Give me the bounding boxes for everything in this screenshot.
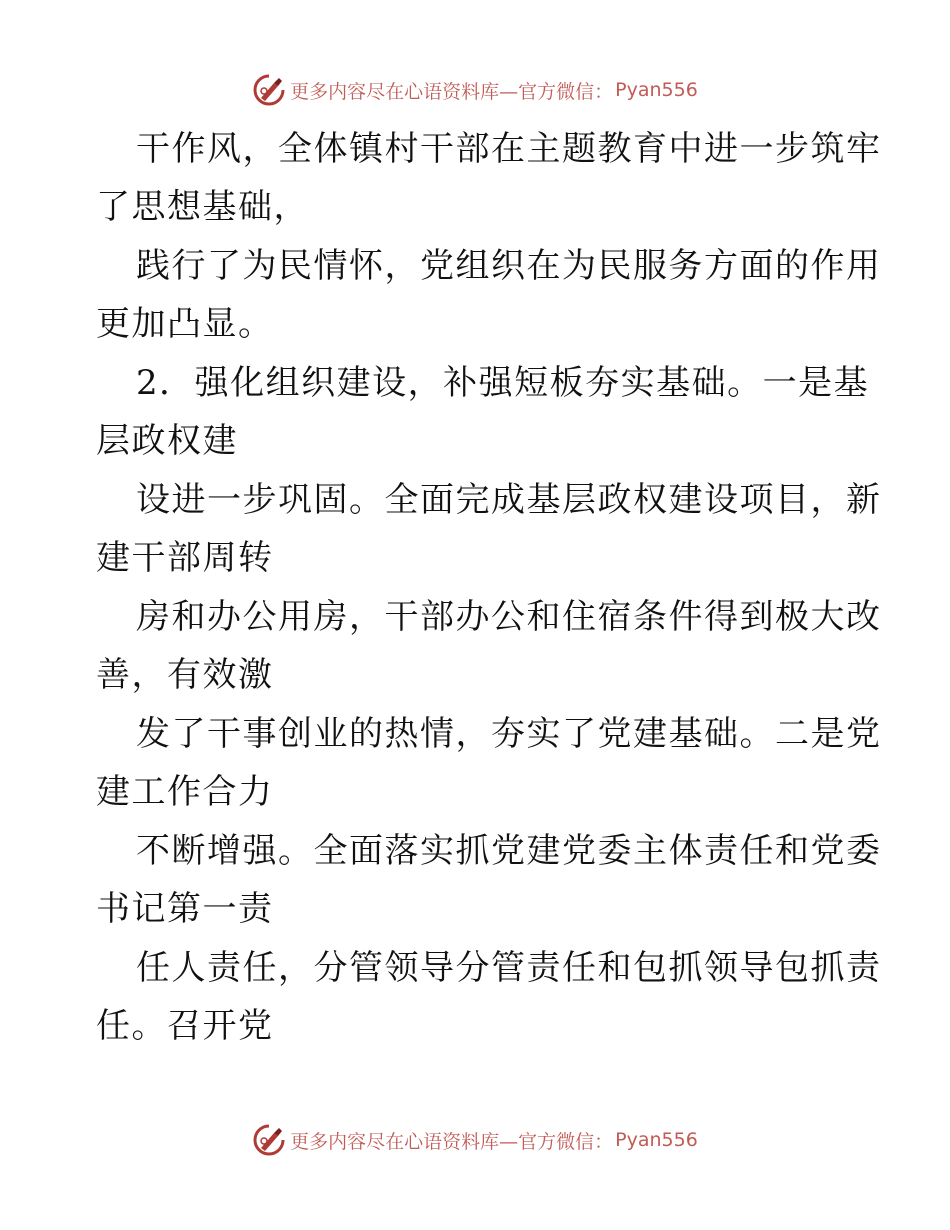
pen-circle-logo-icon bbox=[252, 73, 286, 107]
body-line: 设进一步巩固。全面完成基层政权建设项目，新 bbox=[136, 480, 882, 520]
body-line: 更加凸显。 bbox=[96, 304, 274, 344]
body-line: 层政权建 bbox=[96, 421, 238, 461]
header-watermark bbox=[0, 70, 950, 110]
footer-watermark bbox=[0, 1120, 950, 1160]
watermark-text: 更多内容尽在心语资料库—官方微信： bbox=[290, 1130, 614, 1153]
body-line: 建干部周转 bbox=[96, 538, 274, 578]
watermark-account: Pyan556 bbox=[615, 1129, 698, 1151]
body-line: 了思想基础， bbox=[96, 187, 309, 227]
body-line: 善，有效激 bbox=[96, 655, 274, 695]
body-line: 书记第一责 bbox=[96, 889, 274, 929]
body-line: 房和办公用房，干部办公和住宿条件得到极大改 bbox=[136, 597, 882, 637]
body-line: 任。召开党 bbox=[96, 1006, 274, 1046]
body-line: 任人责任，分管领导分管责任和包抓领导包抓责 bbox=[136, 948, 882, 988]
body-line: 建工作合力 bbox=[96, 772, 274, 812]
watermark-text: 更多内容尽在心语资料库—官方微信： bbox=[290, 80, 614, 103]
body-line: 践行了为民情怀，党组织在为民服务方面的作用 bbox=[136, 246, 882, 286]
pen-circle-logo-icon bbox=[252, 1123, 286, 1157]
body-line: 不断增强。全面落实抓党建党委主体责任和党委 bbox=[136, 831, 882, 871]
watermark-account: Pyan556 bbox=[615, 79, 698, 101]
body-line: 2．强化组织建设，补强短板夯实基础。一是基 bbox=[136, 363, 870, 403]
body-line: 发了干事创业的热情，夯实了党建基础。二是党 bbox=[136, 714, 882, 754]
body-line: 干作风，全体镇村干部在主题教育中进一步筑牢 bbox=[136, 129, 882, 169]
